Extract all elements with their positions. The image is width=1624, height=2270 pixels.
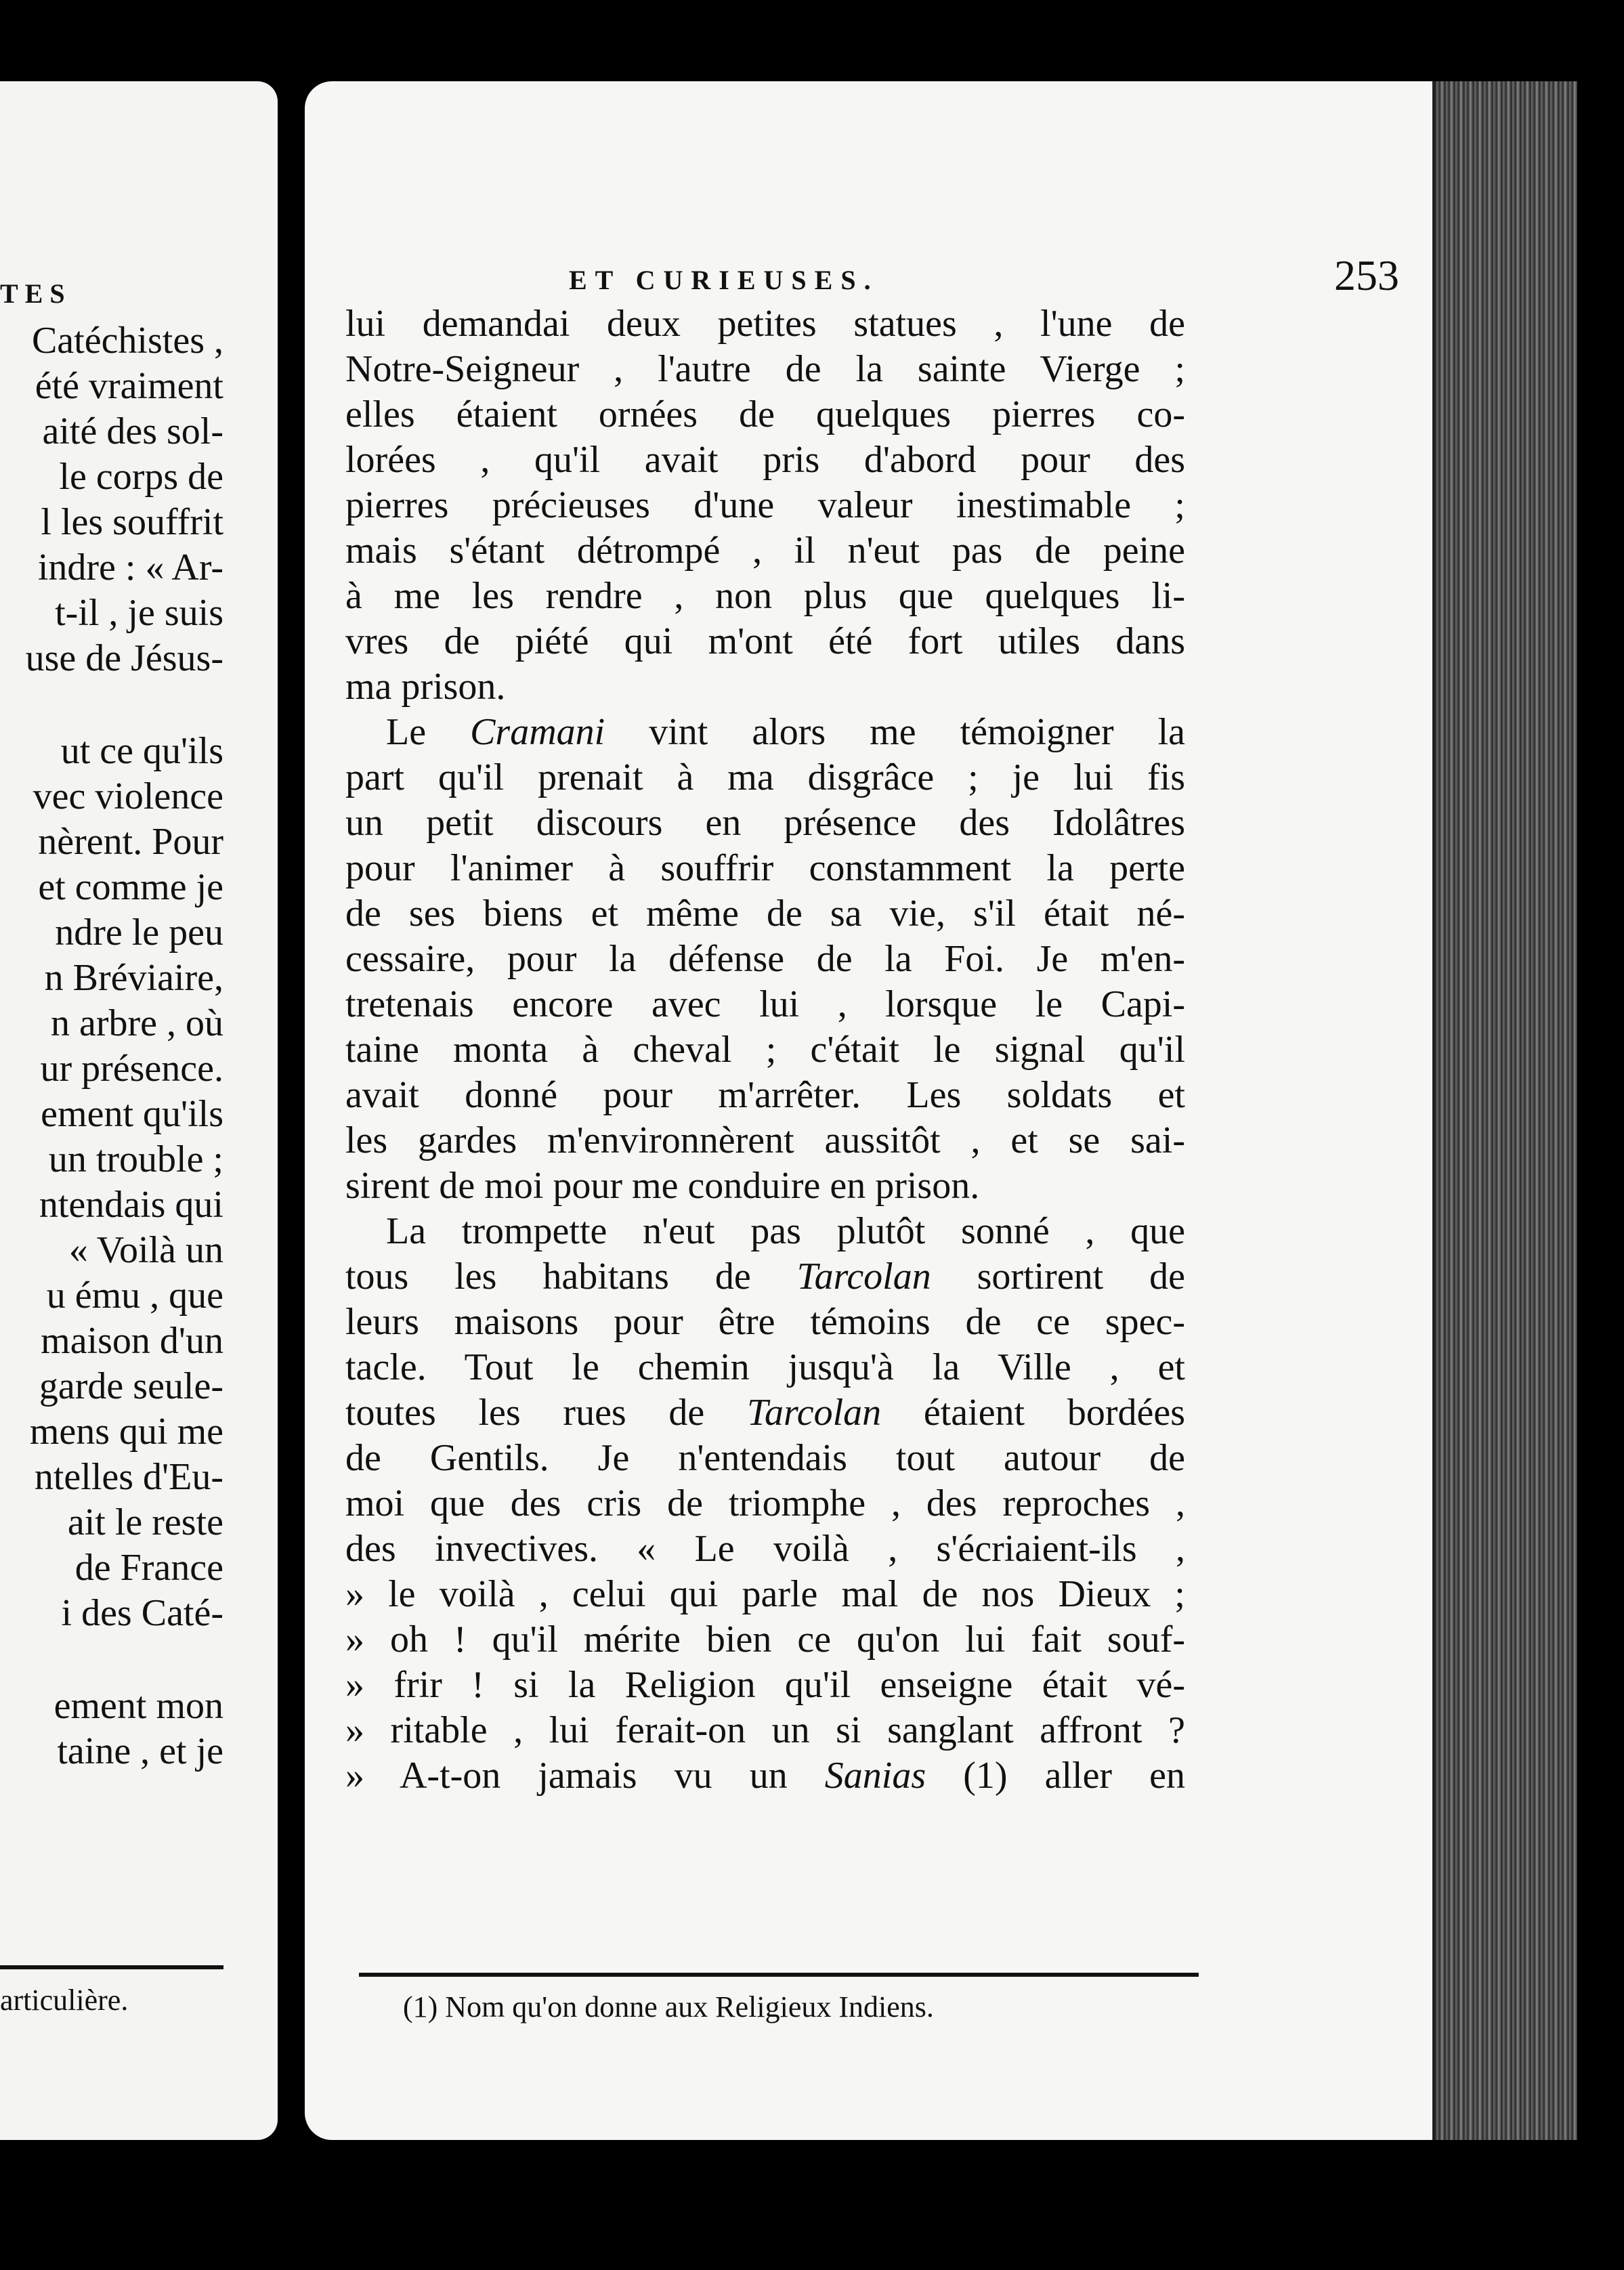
text-segment: tous les habitans de (345, 1256, 797, 1298)
left-text-block (0, 318, 278, 1774)
text-line: les gardes m'environnèrent aussitôt , et se sai- (345, 1119, 1185, 1161)
left-text-line: ntelles d'Eu- (34, 1456, 223, 1498)
text-line (345, 710, 1185, 755)
text-line: des invectives. « Le voilà , s'écriaient-ils , (345, 1528, 1185, 1570)
italic-proper-noun: Tarcolan (747, 1392, 882, 1434)
text-line: lorées , qu'il avait pris d'abord pour des (345, 439, 1185, 481)
text-segment: toutes les rues de (345, 1392, 748, 1434)
left-text-line: de France (74, 1547, 223, 1589)
text-line: pour l'animer à souffrir constamment la perte (345, 847, 1185, 889)
page-number: 253 (1334, 251, 1399, 299)
text-line: Notre-Seigneur , l'autre de la sainte Vierge ; (345, 348, 1185, 390)
left-text-line: ut ce qu'ils (60, 730, 223, 772)
left-text-line: ement mon (54, 1685, 223, 1727)
left-text-line: ement qu'ils (41, 1093, 223, 1135)
left-running-head: TES (0, 278, 72, 309)
text-line: elles étaient ornées de quelques pierres co- (345, 393, 1185, 435)
left-page (0, 81, 278, 2140)
running-head: ET CURIEUSES. (569, 265, 879, 295)
italic-proper-noun: Sanias (824, 1755, 926, 1797)
text-line (345, 1390, 1185, 1436)
right-page (305, 81, 1456, 2140)
left-text-line: et comme je (38, 866, 223, 908)
left-text-line: u ému , que (46, 1275, 223, 1316)
text-segment: sortirent de (931, 1256, 1185, 1298)
left-text-line: n Bréviaire, (44, 957, 223, 999)
left-text-line: été vraiment (35, 365, 223, 407)
left-text-line: « Voilà un (68, 1229, 223, 1271)
left-text-line (0, 1636, 278, 1684)
book-page-edges (1432, 81, 1577, 2140)
text-line: taine monta à cheval ; c'était le signal qu'il (345, 1029, 1185, 1071)
left-text-line: maison d'un (41, 1320, 223, 1362)
text-line: sirent de moi pour me conduire en prison. (345, 1165, 980, 1207)
text-segment: vint alors me témoigner la (605, 711, 1186, 753)
text-line: un petit discours en présence des Idolâtres (345, 802, 1185, 844)
text-line: ma prison. (345, 666, 506, 708)
left-text-line: vec violence (33, 775, 223, 817)
left-text-line (0, 681, 278, 729)
left-text-line: aité des sol- (42, 410, 223, 452)
text-line: tacle. Tout le chemin jusqu'à la Ville , et (345, 1346, 1185, 1388)
text-line: » ritable , lui ferait-on un si sanglant affront ? (345, 1709, 1185, 1751)
left-text-line: nèrent. Pour (38, 821, 223, 863)
text-line: La trompette n'eut pas plutôt sonné , que (386, 1210, 1185, 1252)
left-text-line: indre : « Ar- (37, 547, 223, 588)
text-line: leurs maisons pour être témoins de ce spec- (345, 1301, 1185, 1343)
text-line: avait donné pour m'arrêter. Les soldats et (345, 1074, 1185, 1116)
italic-proper-noun: Cramani (470, 711, 605, 753)
left-text-line: i des Caté- (61, 1592, 223, 1634)
text-line: part qu'il prenait à ma disgrâce ; je lui fis (345, 756, 1185, 798)
left-footnote-rule (0, 1965, 223, 1969)
text-line: lui demandai deux petites statues , l'une de (345, 303, 1185, 345)
footnote: (1) Nom qu'on donne aux Religieux Indiens. (403, 1990, 934, 2023)
text-line: à me les rendre , non plus que quelques li- (345, 575, 1185, 617)
left-text-line: Catéchistes , (31, 320, 223, 362)
text-line: » le voilà , celui qui parle mal de nos Dieux ; (345, 1573, 1185, 1615)
left-text-line: ndre le peu (55, 912, 223, 954)
text-line: pierres précieuses d'une valeur inestimable ; (345, 484, 1185, 526)
left-text-line: n arbre , où (50, 1002, 223, 1044)
body-text (345, 301, 1185, 1799)
text-segment: » A-t-on jamais vu un (345, 1755, 825, 1797)
italic-proper-noun: Tarcolan (796, 1256, 931, 1298)
text-line: mais s'étant détrompé , il n'eut pas de peine (345, 530, 1185, 572)
left-text-line: taine , et je (57, 1730, 223, 1772)
text-segment: étaient bordées (881, 1392, 1185, 1434)
left-text-line: ur présence. (40, 1048, 223, 1090)
left-footnote: articulière. (0, 1984, 129, 2017)
left-text-line: ait le reste (67, 1501, 223, 1543)
footnote-rule (359, 1973, 1199, 1977)
left-text-line: un trouble ; (48, 1138, 223, 1180)
text-line: » oh ! qu'il mérite bien ce qu'on lui fait souf- (345, 1619, 1185, 1661)
text-line (345, 1753, 1185, 1799)
left-text-line: mens qui me (29, 1411, 223, 1453)
text-segment: (1) aller en (926, 1755, 1185, 1797)
left-text-line: use de Jésus- (25, 637, 223, 679)
text-segment: Le (386, 711, 471, 753)
text-line: moi que des cris de triomphe , des reproches , (345, 1482, 1185, 1524)
left-text-line: t-il , je suis (55, 592, 223, 634)
left-text-line: ntendais qui (39, 1184, 223, 1226)
text-line (345, 1254, 1185, 1300)
text-line: tretenais encore avec lui , lorsque le Capi- (345, 983, 1185, 1025)
text-line: de ses biens et même de sa vie, s'il était né- (345, 893, 1185, 935)
left-text-line: garde seule- (39, 1365, 223, 1407)
text-line: vres de piété qui m'ont été fort utiles dans (345, 620, 1185, 662)
text-line: cessaire, pour la défense de la Foi. Je m'en- (345, 938, 1185, 980)
left-text-line: l les souffrit (41, 501, 223, 543)
left-text-line: le corps de (59, 456, 223, 498)
text-line: de Gentils. Je n'entendais tout autour de (345, 1437, 1185, 1479)
text-line: » frir ! si la Religion qu'il enseigne était vé- (345, 1664, 1185, 1706)
